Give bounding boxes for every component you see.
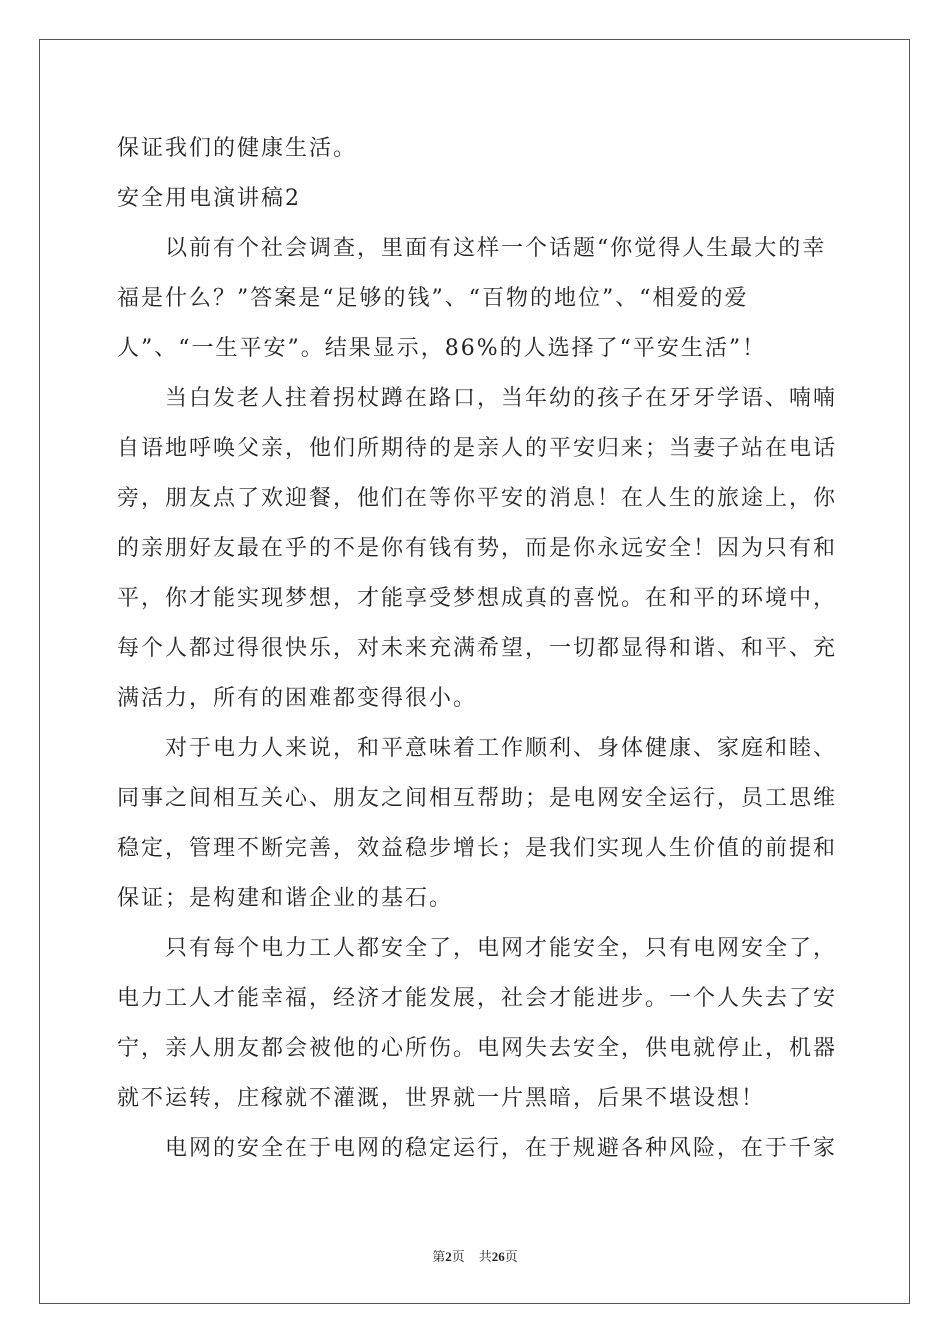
text-line: 旁，朋友点了欢迎餐，他们在等你平安的消息！在人生的旅途上，你 [117,486,838,511]
text-line: 电力工人才能幸福，经济才能发展，社会才能进步。一个人失去了安 [117,986,838,1011]
text-line: 就不运转，庄稼就不灌溉，世界就一片黑暗，后果不堪设想！ [117,1086,766,1111]
total-suffix: 页 [504,1250,518,1265]
current-page-number: 2 [445,1249,452,1264]
text-line: 平，你才能实现梦想，才能享受梦想成真的喜悦。在和平的环境中， [117,586,838,611]
document-body [117,124,838,1174]
page-footer [0,1246,950,1265]
text-line: 每个人都过得很快乐，对未来充满希望，一切都显得和谐、和平、充 [117,636,838,661]
text-line: 满活力，所有的困难都变得很小。 [117,686,478,711]
text-line: 人”、“一生平安”。结果显示，86%的人选择了“平安生活”！ [117,336,767,361]
text-line: 福是什么？”答案是“足够的钱”、“百物的地位”、“相爱的爱 [117,286,749,311]
section-title: 安全用电演讲稿2 [117,186,301,211]
text-line: 同事之间相互关心、朋友之间相互帮助；是电网安全运行，员工思维 [117,786,838,811]
text-line: 只有每个电力工人都安全了，电网才能安全，只有电网安全了， [165,936,838,961]
total-prefix: 共 [478,1250,492,1265]
total-pages-number: 26 [491,1249,505,1264]
text-line: 保证我们的健康生活。 [117,136,358,161]
page-suffix: 页 [451,1250,465,1265]
text-line: 保证；是构建和谐企业的基石。 [117,886,454,911]
text-line: 的亲朋好友最在乎的不是你有钱有势，而是你永远安全！因为只有和 [117,536,838,561]
text-line: 以前有个社会调查，里面有这样一个话题“你觉得人生最大的幸 [165,236,827,261]
text-line: 稳定，管理不断完善，效益稳步增长；是我们实现人生价值的前提和 [117,836,838,861]
text-line: 宁，亲人朋友都会被他的心所伤。电网失去安全，供电就停止，机器 [117,1036,838,1061]
text-line: 对于电力人来说，和平意味着工作顺利、身体健康、家庭和睦、 [165,736,838,761]
text-line: 电网的安全在于电网的稳定运行，在于规避各种风险，在于千家 [165,1136,838,1161]
text-line: 自语地呼唤父亲，他们所期待的是亲人的平安归来；当妻子站在电话 [117,436,838,461]
text-line: 当白发老人拄着拐杖蹲在路口，当年幼的孩子在牙牙学语、喃喃 [165,386,838,411]
page-prefix: 第 [432,1250,446,1265]
